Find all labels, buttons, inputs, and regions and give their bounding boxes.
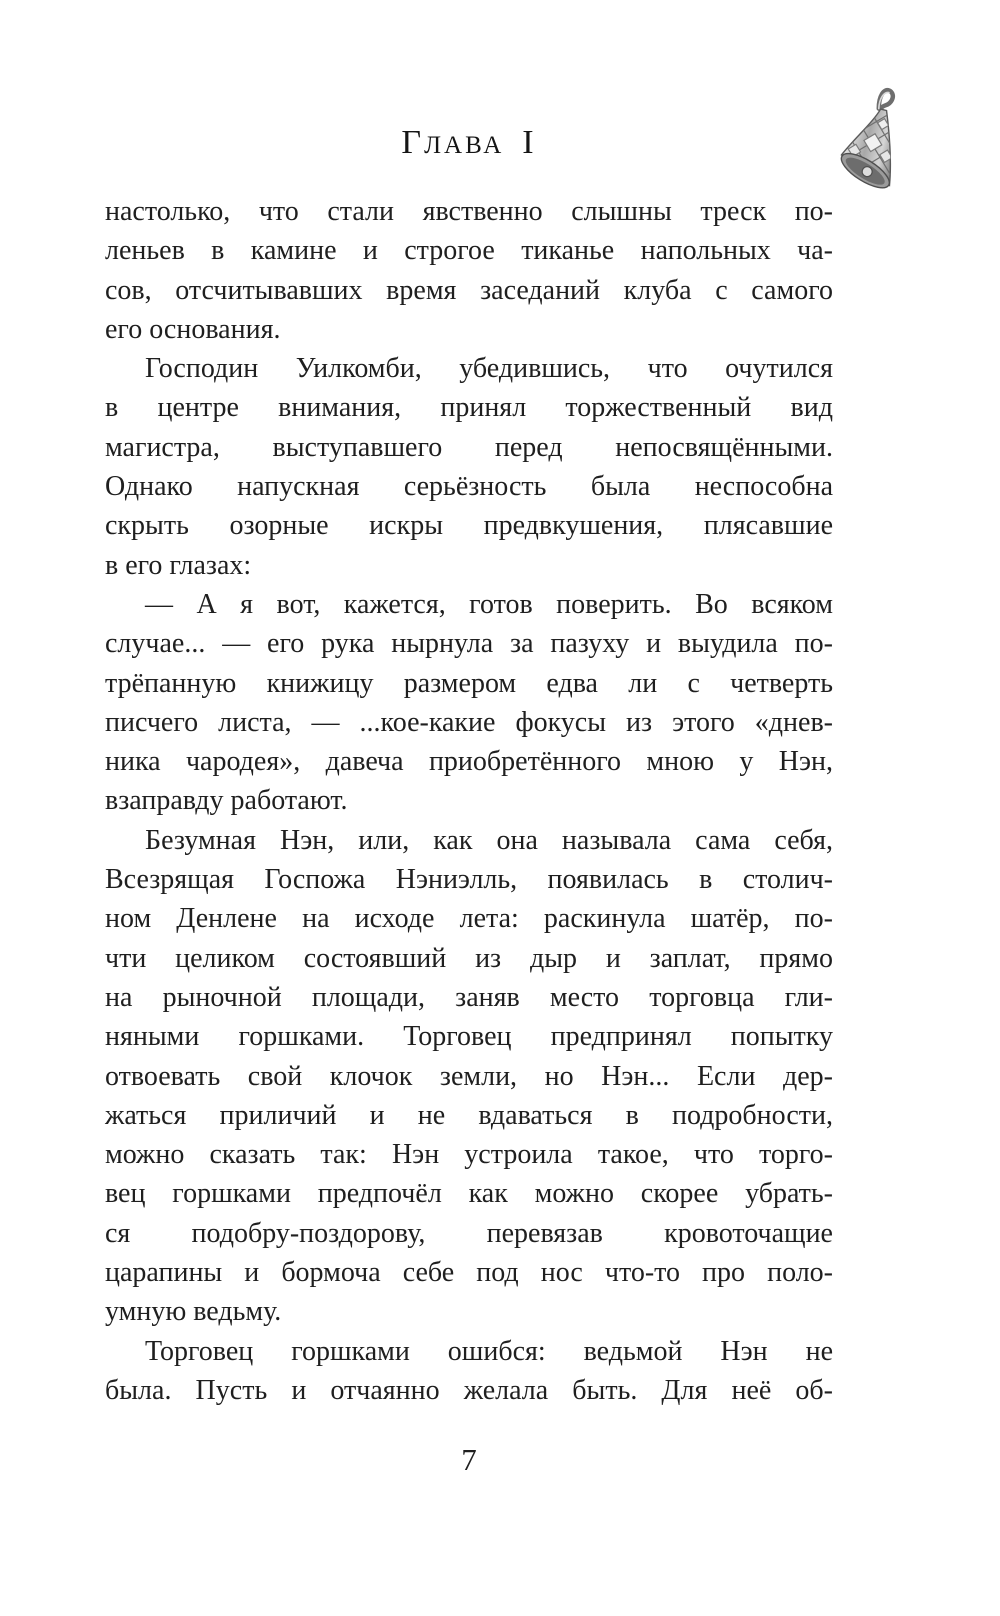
text-line: на рыночной площади, заняв место торговца гли- [105, 981, 833, 1013]
text-line: леньев в камине и строгое тиканье напольных ча- [105, 235, 833, 267]
text-line: отвоевать свой клочок земли, но Нэн... Если дер- [105, 1060, 833, 1092]
body-text [105, 192, 833, 1410]
bell-ornament-icon [832, 84, 912, 204]
text-line: няными горшками. Торговец предпринял попытку [105, 1021, 833, 1053]
text-line: скрыть озорные искры предвкушения, плясавшие [105, 510, 833, 542]
text-line: писчего листа, — ...кое-какие фокусы из этого «днев- [105, 706, 833, 738]
text-line: ся подобру-поздорову, перевязав кровоточащие [105, 1217, 833, 1249]
text-line: в центре внимания, принял торжественный вид [105, 392, 833, 424]
text-line: сов, отсчитывавших время заседаний клуба с самого [105, 274, 833, 306]
text-line: Безумная Нэн, или, как она называла сама себя, [145, 824, 833, 856]
text-line: магистра, выступавшего перед непосвящёнными. [105, 431, 833, 463]
chapter-heading [105, 124, 833, 168]
text-line: взаправду работают. [105, 785, 348, 817]
text-line: вец горшками предпочёл как можно скорее убрать- [105, 1178, 833, 1210]
text-line: случае... — его рука нырнула за пазуху и выудила по- [105, 628, 833, 660]
text-line: ном Денлене на исходе лета: раскинула шатёр, по- [105, 903, 833, 935]
text-line: Торговец горшками ошибся: ведьмой Нэн не [145, 1335, 833, 1367]
text-line: Всезрящая Госпожа Нэниэлль, появилась в столич- [105, 864, 833, 896]
text-line: в его глазах: [105, 549, 252, 581]
text-line: царапины и бормоча себе под нос что-то про поло- [105, 1257, 833, 1289]
text-line: Господин Уилкомби, убедившись, что очутился [145, 353, 833, 385]
text-line: была. Пусть и отчаянно желала быть. Для неё об- [105, 1374, 833, 1406]
text-line: — А я вот, кажется, готов поверить. Во всяком [145, 588, 833, 620]
chapter-heading-initial: Г [401, 124, 425, 161]
page-number: 7 [461, 1442, 477, 1477]
text-line: его основания. [105, 313, 281, 345]
text-line: умную ведьму. [105, 1296, 282, 1328]
text-line: жаться приличий и не вдаваться в подробности, [105, 1099, 833, 1131]
text-line: чти целиком состоявший из дыр и заплат, прямо [105, 942, 833, 974]
text-line: можно сказать так: Нэн устроила такое, что торго- [105, 1139, 833, 1171]
text-line: настолько, что стали явственно слышны треск по- [105, 196, 833, 227]
text-line: Однако напускная серьёзность была неспособна [105, 471, 833, 503]
chapter-heading-word: ЛАВА [424, 132, 505, 159]
text-line: трёпанную книжицу размером едва ли с четверть [105, 667, 833, 699]
text-line: ника чародея», давеча приобретённого мною у Нэн, [105, 746, 833, 778]
chapter-heading-numeral: I [522, 124, 537, 161]
